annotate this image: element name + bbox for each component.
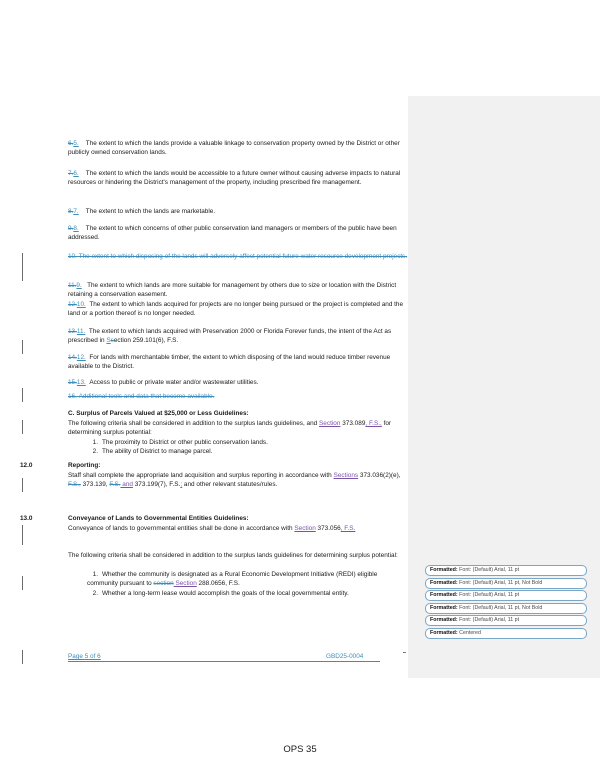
list-item-text: Additional tools and data that become available. — [78, 393, 215, 400]
list-number: 14.12. — [68, 354, 86, 361]
section-c-heading: C. Surplus of Parcels Valued at $25,000 or Less Guidelines: — [68, 410, 249, 417]
list-item-text-after: ection 259.101(6), F.S. — [113, 337, 179, 345]
formatted-callout[interactable] — [425, 628, 587, 639]
list-item — [68, 327, 408, 345]
change-bar — [22, 388, 23, 402]
list-item — [87, 570, 405, 589]
list-item — [68, 300, 408, 318]
list-number: 2. — [92, 448, 98, 456]
formatted-callout[interactable] — [425, 590, 587, 601]
list-item — [87, 589, 405, 598]
list-number: 10. — [68, 253, 77, 260]
list-item-text-1: Whether a long-term lease would accomplish the goals of the local governmental entity. — [102, 589, 349, 597]
inserted-text: Section — [319, 420, 341, 427]
page-footer — [0, 648, 408, 666]
list-item — [87, 447, 397, 456]
list-item — [87, 438, 397, 447]
list-number: 9.8. — [68, 225, 79, 232]
section-c-sublist — [87, 438, 397, 457]
section-c-intro-mid: 373.089 — [340, 420, 366, 427]
list-item-text: The extent to which concerns of other public conservation land managers or members of the public have been addressed. — [68, 225, 397, 242]
section-12-body-2: 373.036(2)(e), — [358, 472, 401, 479]
section-c-intro — [68, 419, 404, 437]
list-item-text: The extent to which the lands are marketable. — [85, 208, 216, 215]
formatted-callout[interactable] — [425, 578, 587, 589]
section-12-heading: Reporting: — [68, 462, 101, 469]
section-12-body-5: and other relevant statutes/rules. — [182, 481, 278, 489]
callout-label: Formatted: — [430, 629, 458, 636]
list-number: 7.6. — [68, 170, 79, 177]
change-bar — [22, 478, 23, 492]
list-item-text: The extent to which the lands provide a valuable linkage to conservation property owned by the District or other publicly owned conservation lands. — [68, 140, 400, 157]
footer-rule — [68, 661, 380, 662]
list-number: 13.11. — [68, 328, 86, 335]
footer-page-number: 5 — [84, 653, 89, 660]
callout-label: Formatted: — [430, 567, 458, 573]
list-number: 11.9. — [68, 282, 82, 289]
inserted-text: S — [106, 337, 111, 345]
section-c-intro-line1: The following criteria shall be considered in addition to the surplus lands guidelines, and — [68, 420, 320, 427]
deleted-text: F.S., — [68, 481, 81, 489]
list-item — [68, 378, 408, 387]
list-item — [68, 169, 408, 187]
deleted-text: F.S. — [109, 481, 121, 489]
deleted-text: s — [110, 337, 114, 345]
section-12-number: 12.0 — [20, 462, 33, 469]
deleted-text: section — [153, 580, 174, 588]
inserted-text: Section — [173, 580, 197, 588]
section-13-number: 13.0 — [20, 515, 33, 522]
footer-doc-id: GBD25-0004 — [326, 653, 364, 660]
section-13-body — [68, 524, 404, 533]
callout-label: Formatted: — [430, 617, 458, 624]
list-number: 12.10. — [68, 301, 86, 308]
footer-page-total: 6 — [97, 653, 101, 660]
callout-label: Formatted: — [430, 579, 458, 586]
callout-detail: Font: (Default) Arial, 11 pt, Not Bold — [457, 604, 543, 611]
section-12-body — [68, 471, 404, 489]
formatted-callout[interactable] — [425, 565, 587, 576]
list-number: 1. — [92, 571, 98, 578]
list-item-text-1: Whether the community is designated as a Rural Economic Development Initiative (REDI) eligible community pursuant to — [87, 571, 378, 588]
formatted-callout[interactable] — [425, 615, 587, 626]
callout-detail: Centered — [457, 629, 481, 636]
list-number: 15.13. — [68, 379, 86, 386]
inserted-text: , F.S. — [340, 525, 356, 532]
list-number: 1. — [92, 439, 98, 446]
callout-detail: Font: (Default) Arial, 11 pt — [457, 592, 520, 599]
callout-label: Formatted: — [430, 592, 458, 599]
section-12-body-4: 373.199(7), F.S. — [132, 481, 181, 489]
list-item — [68, 224, 408, 242]
list-item-deleted — [68, 392, 408, 401]
change-bar — [22, 576, 23, 590]
list-item-text: The extent to which disposing of the lands will adversely affect potential future water resource development projects. — [78, 253, 408, 260]
page-stamp: OPS 35 — [283, 744, 317, 755]
list-item-text: The extent to which lands acquired for projects are no longer being pursued or the project is completed and the land or a portion thereof is no longer needed. — [68, 301, 404, 318]
list-item — [68, 139, 408, 157]
list-item-text: The ability of District to manage parcel. — [102, 448, 213, 456]
list-item-text: The proximity to District or other public conservation lands. — [102, 439, 268, 446]
footer-page-label: Page 5 of 6 — [68, 653, 101, 660]
list-item-text-before: The extent to which lands acquired with Preservation 2000 or Florida Forever funds, the intent of the Act as prescribed in — [68, 328, 392, 345]
section-12-body-3: 373.139, — [80, 481, 110, 489]
change-bar — [22, 340, 23, 354]
change-bar — [22, 420, 23, 434]
callout-detail: Font: (Default) Arial, 11 pt, Not Bold — [457, 579, 543, 586]
list-item — [68, 207, 408, 216]
inserted-text: , F.S., — [365, 420, 382, 427]
section-13-sublist — [87, 570, 405, 598]
list-item-text: For lands with merchantable timber, the extent to which disposing of the land would reduce timber revenue available to the District. — [68, 354, 391, 371]
inserted-text: Section — [294, 525, 316, 532]
list-item-text: The extent to which lands are more suitable for management by others due to size or location with the District retaining a conservation easement. — [68, 282, 397, 299]
list-item — [68, 281, 408, 299]
formatted-callout[interactable] — [425, 603, 587, 614]
change-bar — [22, 253, 23, 281]
inserted-text: Sections — [333, 472, 359, 479]
callout-detail: Font: (Default) Arial, 11 pt — [457, 567, 520, 573]
callout-anchor-tick — [403, 652, 406, 653]
list-item-text: Access to public or private water and/or wastewater utilities. — [89, 379, 259, 386]
section-13-body-1: Conveyance of lands to governmental entities shall be done in accordance with — [68, 525, 295, 532]
list-number: 2. — [92, 589, 98, 597]
inserted-text: and — [120, 481, 133, 489]
change-bar — [22, 525, 23, 545]
inserted-text: ; — [180, 481, 183, 489]
section-13-body-2: 373.056 — [315, 525, 341, 532]
list-number: 8.7. — [68, 208, 79, 215]
list-item-text: The extent to which the lands would be accessible to a future owner without causing adverse impacts to natural resources or hindering the District's management of the property, including prescribed fire management. — [68, 170, 401, 187]
list-item — [68, 353, 408, 371]
callout-detail: Font: (Default) Arial, 11 pt — [457, 617, 520, 624]
list-item-text-2: 288.0656, F.S. — [196, 580, 240, 588]
callout-label: Formatted: — [430, 604, 458, 611]
section-12-body-1: Staff shall complete the appropriate land acquisition and surplus reporting in accordance with — [68, 472, 334, 479]
list-item-deleted — [68, 252, 408, 261]
section-13-paragraph-2: The following criteria shall be considered in addition to the surplus lands guidelines for determining surplus potential: — [68, 552, 398, 559]
section-c-intro-end: for determining surplus potential: — [68, 420, 392, 437]
list-number: 6.5. — [68, 140, 79, 147]
list-number: 16. — [68, 393, 77, 400]
formatted-callout-list — [425, 565, 587, 641]
section-13-heading: Conveyance of Lands to Governmental Entities Guidelines: — [68, 515, 249, 522]
